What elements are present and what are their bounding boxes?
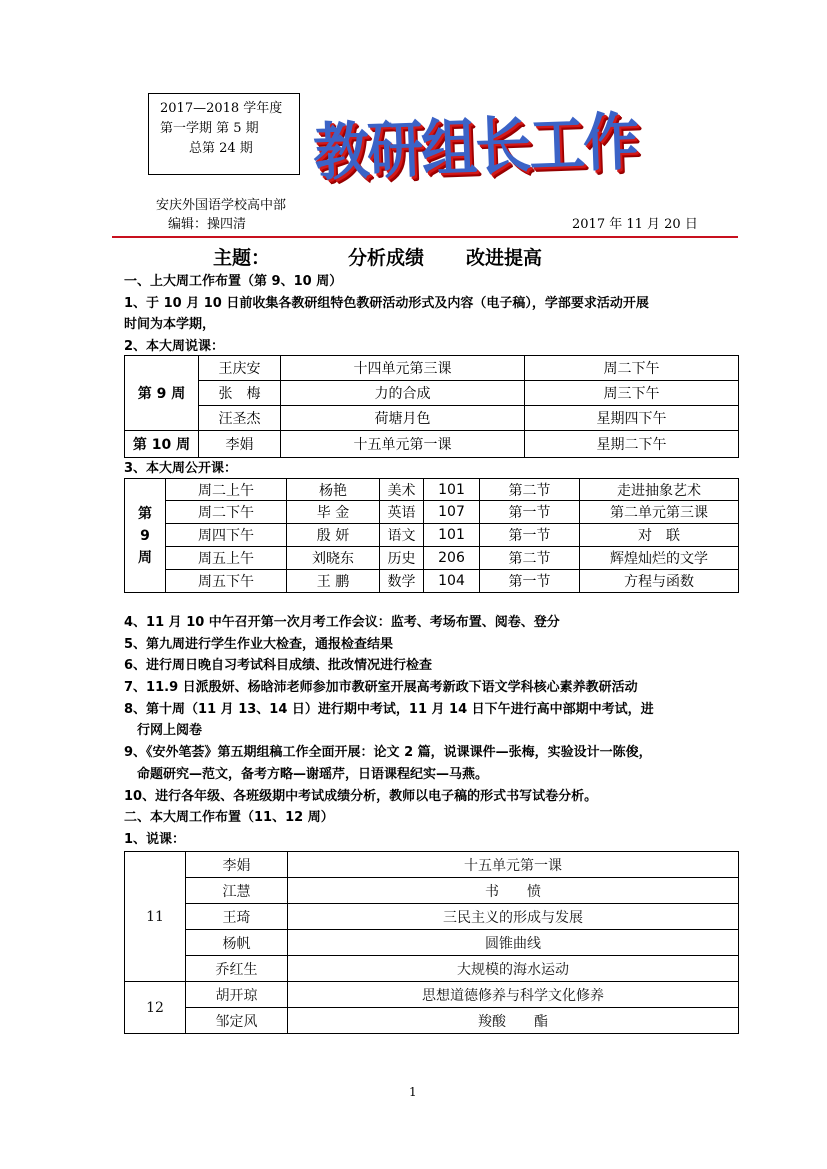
week-11-label: 11 xyxy=(125,852,186,982)
nl-teacher: 邹定风 xyxy=(186,1008,288,1034)
oc-room: 101 xyxy=(424,479,480,501)
table-row xyxy=(125,406,739,431)
oc-topic: 辉煌灿烂的文学 xyxy=(580,547,739,570)
week-9-label: 第 9 周 xyxy=(125,356,199,431)
table-row xyxy=(125,852,739,878)
oc-period: 第二节 xyxy=(480,547,580,570)
table-row xyxy=(125,878,739,904)
lecture-topic: 力的合成 xyxy=(281,381,525,406)
nl-teacher: 杨帆 xyxy=(186,930,288,956)
editor-name: 编辑：操四清 xyxy=(168,217,247,232)
oc-subject: 语文 xyxy=(380,524,424,547)
oc-subject: 英语 xyxy=(380,501,424,524)
section1-item6: 6、进行周日晚自习考试科目成绩、批改情况进行检查 xyxy=(124,658,433,673)
nl-teacher: 乔红生 xyxy=(186,956,288,982)
section1-item3: 3、本大周公开课： xyxy=(124,461,238,476)
nl-topic: 书 愤 xyxy=(288,878,739,904)
oc-period: 第一节 xyxy=(480,570,580,593)
oc-time: 周四下午 xyxy=(166,524,287,547)
oc-teacher: 殷 妍 xyxy=(287,524,380,547)
oc-time: 周二上午 xyxy=(166,479,287,501)
lecture-time: 星期四下午 xyxy=(525,406,739,431)
table-row xyxy=(125,381,739,406)
table-row xyxy=(125,479,739,501)
oc-time: 周二下午 xyxy=(166,501,287,524)
oc-subject: 美术 xyxy=(380,479,424,501)
section1-item1-line2: 时间为本学期， xyxy=(124,317,216,332)
lecture-teacher: 王庆安 xyxy=(199,356,281,381)
nl-teacher: 李娟 xyxy=(186,852,288,878)
theme-label: 主题： xyxy=(213,247,271,269)
lecture-teacher: 汪圣杰 xyxy=(199,406,281,431)
oc-subject: 历史 xyxy=(380,547,424,570)
section1-item7: 7、11.9 日派殷妍、杨晗沛老师参加市教研室开展高考新政下语文学科核心素养教研活动 xyxy=(124,680,638,695)
nl-topic: 羧酸 酯 xyxy=(288,1008,739,1034)
table-row xyxy=(125,904,739,930)
lecture-teacher: 张 梅 xyxy=(199,381,281,406)
oc-teacher: 杨艳 xyxy=(287,479,380,501)
section1-item9-line1: 9、《安外笔荟》第五期组稿工作全面开展：论文 2 篇，说课课件—张梅，实验设计一陈俊， xyxy=(124,745,652,760)
nl-topic: 大规模的海水运动 xyxy=(288,956,739,982)
nl-teacher: 王琦 xyxy=(186,904,288,930)
lecture-table xyxy=(124,355,739,458)
oc-room: 104 xyxy=(424,570,480,593)
lecture-teacher: 李娟 xyxy=(199,431,281,458)
section1-item10: 10、进行各年级、各班级期中考试成绩分析，教师以电子稿的形式书写试卷分析。 xyxy=(124,789,598,804)
table-row xyxy=(125,356,739,381)
section1-item4: 4、11 月 10 中午召开第一次月考工作会议：监考、考场布置、阅卷、登分 xyxy=(124,615,560,630)
section1-item8-line1: 8、第十周（11 月 13、14 日）进行期中考试，11 月 14 日下午进行高中部期中考试，进 xyxy=(124,702,654,717)
publish-date: 2017 年 11 月 20 日 xyxy=(572,217,698,232)
nl-topic: 十五单元第一课 xyxy=(288,852,739,878)
oc-teacher: 刘晓东 xyxy=(287,547,380,570)
oc-room: 107 xyxy=(424,501,480,524)
table-row xyxy=(125,431,739,458)
theme-text-2: 改进提高 xyxy=(466,247,543,269)
lecture-topic: 十四单元第三课 xyxy=(281,356,525,381)
open-class-week-label: 第 9 周 xyxy=(125,479,166,593)
lecture-time: 周二下午 xyxy=(525,356,739,381)
oc-time: 周五下午 xyxy=(166,570,287,593)
lecture-topic: 十五单元第一课 xyxy=(281,431,525,458)
section1-item2: 2、本大周说课： xyxy=(124,339,225,354)
nl-topic: 圆锥曲线 xyxy=(288,930,739,956)
section2-item1: 1、说课： xyxy=(124,832,186,847)
table-row xyxy=(125,570,739,593)
banner-title: 教研组长工作 xyxy=(312,106,639,191)
table-row xyxy=(125,982,739,1008)
section1-item1-line1: 1、于 10 月 10 日前收集各教研组特色教研活动形式及内容（电子稿），学部要求活动开展 xyxy=(124,296,649,311)
table-row xyxy=(125,547,739,570)
lecture-time: 星期二下午 xyxy=(525,431,739,458)
section1-item9-line2: 命题研究—范文，备考方略—谢瑶芹，日语课程纪实—马燕。 xyxy=(137,767,489,782)
week-12-label: 12 xyxy=(125,982,186,1034)
oc-teacher: 王 鹏 xyxy=(287,570,380,593)
school-name: 安庆外国语学校高中部 xyxy=(156,198,287,213)
section1-heading: 一、上大周工作布置（第 9、10 周） xyxy=(124,274,343,289)
section1-item5: 5、第九周进行学生作业大检查，通报检查结果 xyxy=(124,637,394,652)
oc-topic: 第二单元第三课 xyxy=(580,501,739,524)
oc-topic: 走进抽象艺术 xyxy=(580,479,739,501)
oc-teacher: 毕 金 xyxy=(287,501,380,524)
theme-text-1: 分析成绩 xyxy=(348,247,425,269)
oc-time: 周五上午 xyxy=(166,547,287,570)
table-row xyxy=(125,1008,739,1034)
issue-term: 第一学期 第 5 期 xyxy=(160,121,259,136)
header-divider xyxy=(112,236,738,238)
table-row xyxy=(125,501,739,524)
issue-total: 总第 24 期 xyxy=(189,141,253,156)
oc-topic: 对 联 xyxy=(580,524,739,547)
lecture-time: 周三下午 xyxy=(525,381,739,406)
oc-subject: 数学 xyxy=(380,570,424,593)
nl-topic: 三民主义的形成与发展 xyxy=(288,904,739,930)
nl-topic: 思想道德修养与科学文化修养 xyxy=(288,982,739,1008)
nl-teacher: 胡开琼 xyxy=(186,982,288,1008)
section2-heading: 二、本大周工作布置（11、12 周） xyxy=(124,810,334,825)
oc-room: 101 xyxy=(424,524,480,547)
week-10-label: 第 10 周 xyxy=(125,431,199,458)
table-row xyxy=(125,930,739,956)
oc-period: 第一节 xyxy=(480,501,580,524)
table-row xyxy=(125,956,739,982)
page-number: 1 xyxy=(409,1085,417,1099)
table-row xyxy=(125,524,739,547)
oc-topic: 方程与函数 xyxy=(580,570,739,593)
open-class-table xyxy=(124,478,739,593)
issue-year: 2017—2018 学年度 xyxy=(160,101,283,116)
issue-info-box xyxy=(148,93,300,175)
oc-room: 206 xyxy=(424,547,480,570)
nl-teacher: 江慧 xyxy=(186,878,288,904)
oc-period: 第二节 xyxy=(480,479,580,501)
oc-period: 第一节 xyxy=(480,524,580,547)
next-lecture-table xyxy=(124,851,739,1034)
lecture-topic: 荷塘月色 xyxy=(281,406,525,431)
section1-item8-line2: 行网上阅卷 xyxy=(137,723,203,738)
